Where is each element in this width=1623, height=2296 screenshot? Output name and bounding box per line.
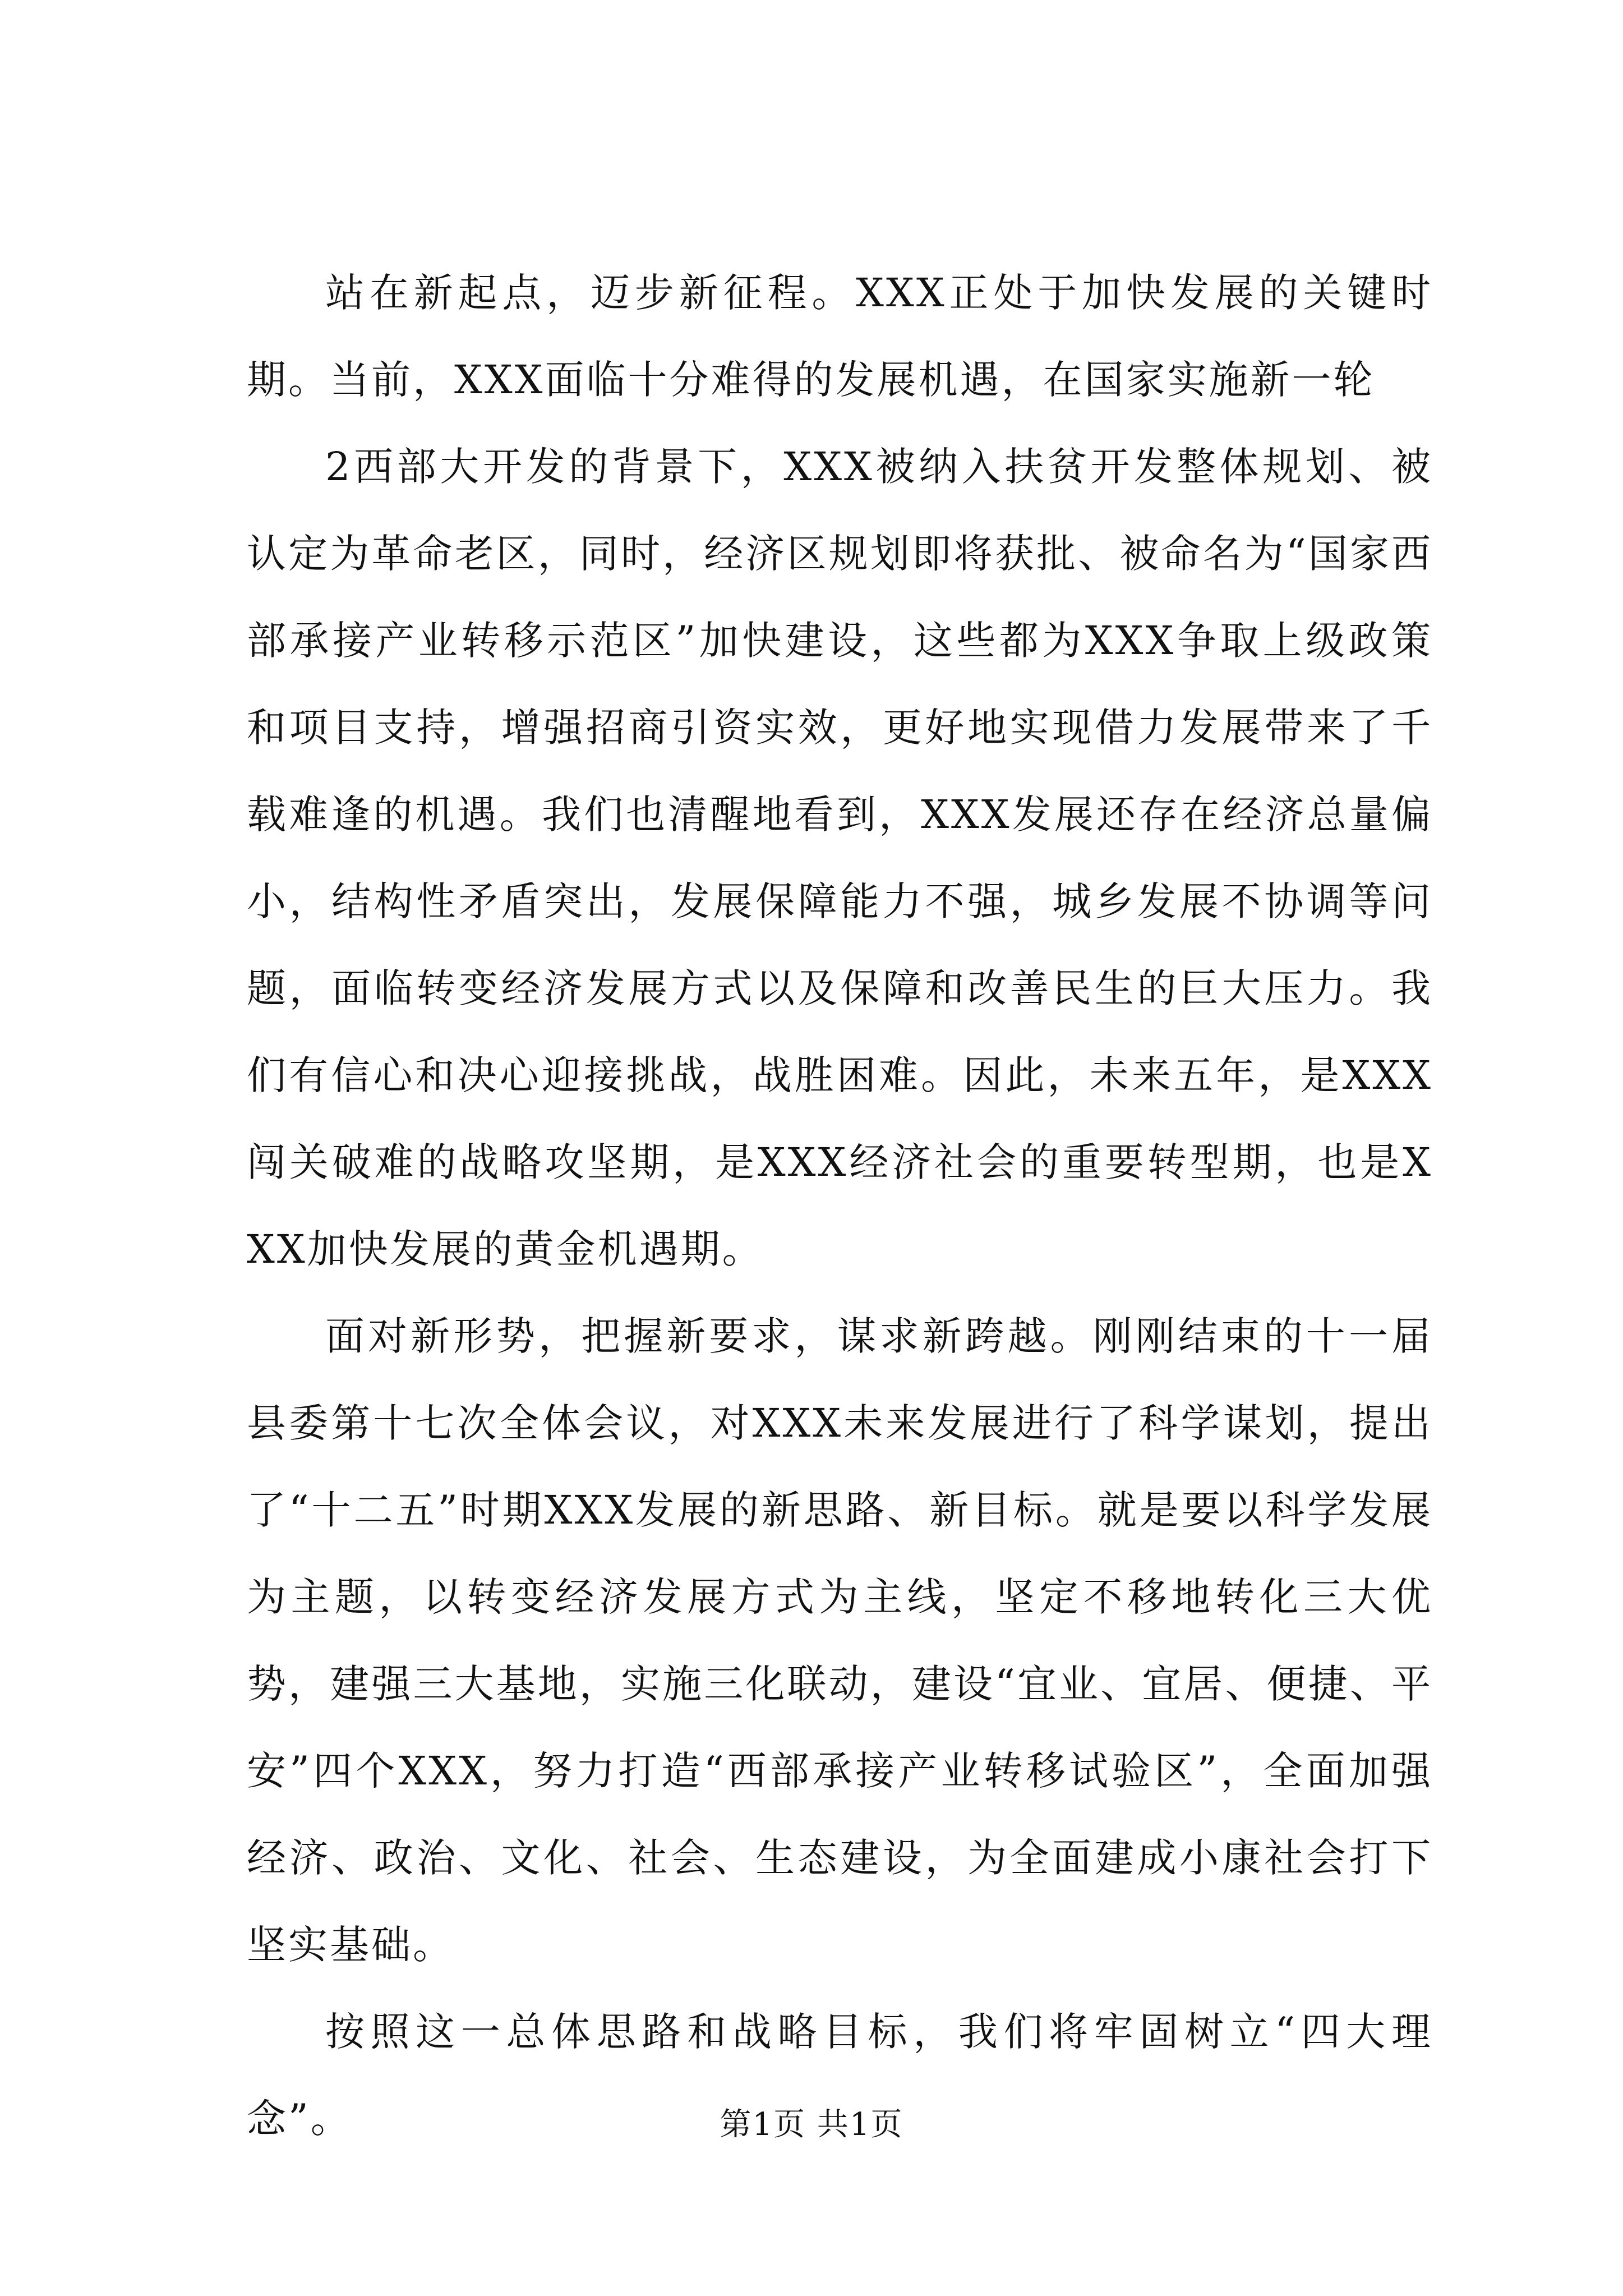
paragraph-2: 2西部大开发的背景下，XXX被纳入扶贫开发整体规划、被认定为革命老区，同时，经济区规划即将获批、被命名为“国家西部承接产业转移示范区”加快建设，这些都为XXX争取上级政策和项目支持，增强招商引资实效，更好地实现借力发展带来了千载难逢的机遇。我们也清醒地看到，XXX发展还存在经济总量偏小，结构性矛盾突出，发展保障能力不强，城乡发展不协调等问题，面临转变经济发展方式以及保障和改善民生的巨大压力。我们有信心和决心迎接挑战，战胜困难。因此，未来五年，是XXX闯关破难的战略攻坚期，是XXX经济社会的重要转型期，也是XXX加快发展的黄金机遇期。 <box>247 444 1433 1272</box>
document-body <box>247 250 1433 2162</box>
paragraph-1: 站在新起点，迈步新征程。XXX正处于加快发展的关键时期。当前，XXX面临十分难得的发展机遇，在国家实施新一轮 <box>247 270 1433 403</box>
page-number-footer: 第1页 共1页 <box>720 2106 903 2143</box>
paragraph-3: 面对新形势，把握新要求，谋求新跨越。刚刚结束的十一届县委第十七次全体会议，对XXX未来发展进行了科学谋划，提出了“十二五”时期XXX发展的新思路、新目标。就是要以科学发展为主题，以转变经济发展方式为主线，坚定不移地转化三大优势，建强三大基地，实施三化联动，建设“宜业、宜居、便捷、平安”四个XXX，努力打造“西部承接产业转移试验区”，全面加强经济、政治、文化、社会、生态建设，为全面建成小康社会打下坚实基础。 <box>247 1313 1433 1968</box>
paragraph-4: 按照这一总体思路和战略目标，我们将牢固树立“四大理念”。 <box>247 2009 1433 2142</box>
